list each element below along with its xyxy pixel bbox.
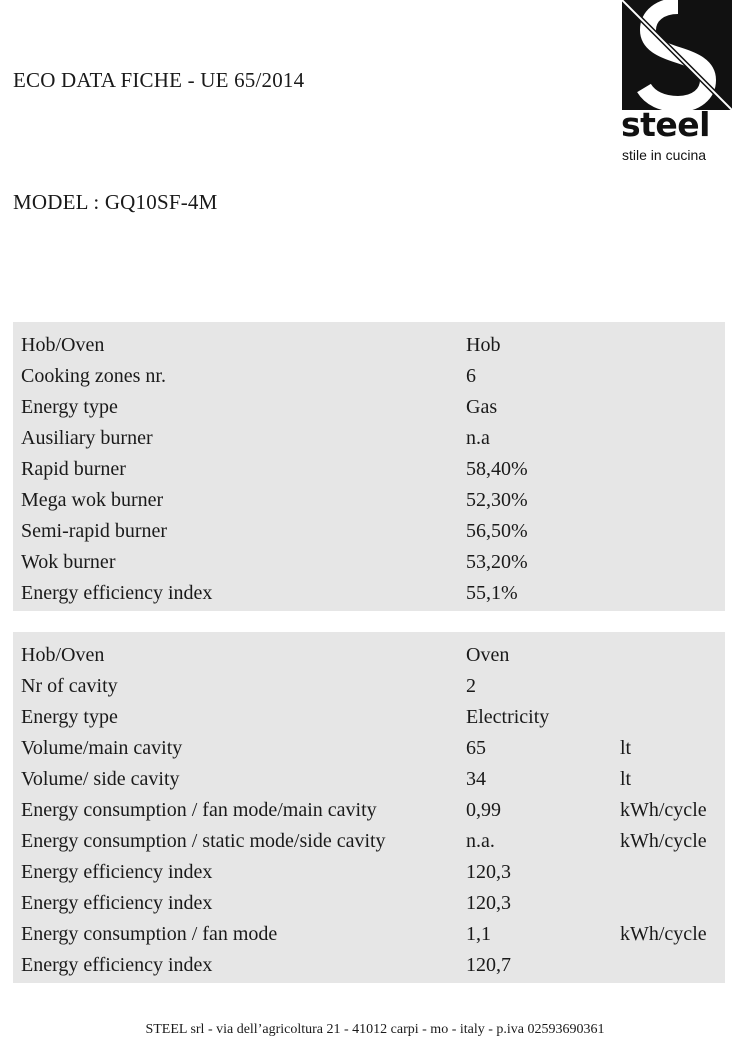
row-value: 55,1% [466, 582, 518, 604]
row-label: Nr of cavity [21, 675, 118, 697]
table-row [13, 361, 725, 392]
row-value: 53,20% [466, 551, 528, 573]
row-label: Mega wok burner [21, 489, 164, 511]
oven-data-table [13, 632, 725, 983]
row-label: Energy efficiency index [21, 582, 213, 604]
table-row [13, 485, 725, 516]
footer-company-info: STEEL srl - via dell’agricoltura 21 - 41012 carpi - mo - italy - p.iva 02593690361 [145, 1022, 605, 1037]
row-value: 1,1 [466, 923, 491, 945]
table-row [13, 826, 725, 857]
row-value: 52,30% [466, 489, 528, 511]
table-row [13, 578, 725, 609]
row-label: Energy efficiency index [21, 861, 213, 883]
table-row [13, 950, 725, 981]
row-label: Energy consumption / fan mode/main cavity [21, 799, 377, 821]
row-value: 2 [466, 675, 476, 697]
row-label: Hob/Oven [21, 334, 105, 356]
row-value: 34 [466, 768, 486, 790]
table-row [13, 888, 725, 919]
row-label: Energy efficiency index [21, 954, 213, 976]
row-unit: lt [620, 737, 632, 759]
row-label: Hob/Oven [21, 644, 105, 666]
row-label: Energy efficiency index [21, 892, 213, 914]
row-label: Cooking zones nr. [21, 365, 166, 387]
table-row [13, 547, 725, 578]
row-unit: kWh/cycle [620, 799, 707, 821]
row-label: Energy type [21, 396, 118, 418]
row-value: Oven [466, 644, 510, 666]
row-label: Rapid burner [21, 458, 126, 480]
hob-data-table [13, 322, 725, 611]
row-value: Hob [466, 334, 501, 356]
row-value: n.a. [466, 830, 495, 852]
brand-logo [620, 0, 734, 165]
model-label: MODEL : GQ10SF-4M [13, 190, 218, 214]
row-label: Volume/ side cavity [21, 768, 180, 790]
logo-tagline: stile in cucina [622, 147, 707, 163]
logo-brand-text: steel [621, 105, 710, 144]
row-unit: kWh/cycle [620, 923, 707, 945]
row-value: Gas [466, 396, 498, 418]
row-unit: lt [620, 768, 632, 790]
table-row [13, 702, 725, 733]
row-value: 65 [466, 737, 486, 759]
steel-logo-mark-icon [622, 0, 732, 110]
row-label: Energy consumption / static mode/side cavity [21, 830, 386, 852]
row-label: Energy consumption / fan mode [21, 923, 278, 945]
table-row [13, 733, 725, 764]
table-row [13, 516, 725, 547]
row-unit: kWh/cycle [620, 830, 707, 852]
table-row [13, 671, 725, 702]
row-label: Semi-rapid burner [21, 520, 168, 542]
page-title: ECO DATA FICHE - UE 65/2014 [13, 68, 305, 92]
row-value: n.a [466, 427, 490, 449]
row-label: Wok burner [21, 551, 116, 573]
table-row [13, 392, 725, 423]
table-row [13, 330, 725, 361]
table-row [13, 423, 725, 454]
table-row [13, 640, 725, 671]
row-value: 120,7 [466, 954, 511, 976]
row-value: 120,3 [466, 861, 511, 883]
table-row [13, 795, 725, 826]
table-row [13, 857, 725, 888]
row-value: 0,99 [466, 799, 501, 821]
row-value: 58,40% [466, 458, 528, 480]
table-row [13, 764, 725, 795]
row-value: 120,3 [466, 892, 511, 914]
row-value: 56,50% [466, 520, 528, 542]
table-row [13, 919, 725, 950]
row-value: Electricity [466, 706, 550, 728]
row-value: 6 [466, 365, 476, 387]
table-row [13, 454, 725, 485]
row-label: Energy type [21, 706, 118, 728]
row-label: Ausiliary burner [21, 427, 153, 449]
row-label: Volume/main cavity [21, 737, 183, 759]
